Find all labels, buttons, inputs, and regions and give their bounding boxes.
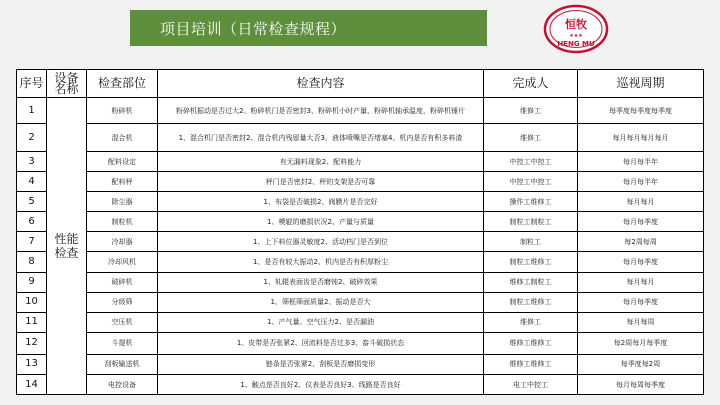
row-part: 除尘器 (87, 192, 158, 212)
row-person: 制粒工维修工 (484, 252, 578, 272)
row-person: 中控工中控工 (484, 172, 578, 192)
row-number: 2 (17, 124, 47, 152)
row-part: 分级筛 (87, 292, 158, 312)
row-person: 维修工 (484, 98, 578, 124)
header-cycle: 巡视周期 (578, 70, 704, 98)
row-part: 冷却器 (87, 232, 158, 252)
header-content: 检查内容 (158, 70, 484, 98)
row-part: 冷却风机 (87, 252, 158, 272)
row-content: 粉碎机振动是否过大2、粉碎机门是否密封3、粉碎机小时产量、粉碎机轴承温度，粉碎机锤片 (158, 98, 484, 124)
row-content: 1、筛框筛面质量2、振动是否大 (158, 292, 484, 312)
row-part: 配料秤 (87, 172, 158, 192)
row-person: 制粒工维修工 (484, 292, 578, 312)
table-row (17, 252, 704, 272)
table-header-row (17, 70, 704, 98)
row-number: 12 (17, 332, 47, 354)
row-cycle: 每月每月 (578, 192, 704, 212)
header-equipment: 设备名称 (47, 70, 87, 98)
logo-top-text: 恒牧 (565, 18, 587, 31)
row-part: 空压机 (87, 312, 158, 332)
table-row (17, 375, 704, 395)
row-content: 1、混合机门是否密封2、混合机内残留量大否3、液体喷嘴是否堵塞4、机内是否有积多料渣 (158, 124, 484, 152)
row-part: 斗提机 (87, 332, 158, 354)
table-row (17, 232, 704, 252)
row-cycle: 每月每月每月每月 (578, 124, 704, 152)
inspection-table-wrapper (16, 69, 703, 395)
logo-bottom-text: HENG MU (557, 40, 595, 48)
row-person: 维修工维修工 (484, 332, 578, 354)
row-person: 制粒工 (484, 232, 578, 252)
row-number: 9 (17, 272, 47, 292)
row-cycle: 每月每季度 (578, 292, 704, 312)
row-number: 8 (17, 252, 47, 272)
table-row (17, 272, 704, 292)
table-row (17, 332, 704, 354)
row-number: 11 (17, 312, 47, 332)
company-logo (543, 4, 609, 54)
row-number: 5 (17, 192, 47, 212)
row-number: 14 (17, 375, 47, 395)
row-number: 3 (17, 152, 47, 172)
row-cycle: 每季度每季度每季度 (578, 98, 704, 124)
row-content: 有无漏料现象2、配料能力 (158, 152, 484, 172)
header-no: 序号 (17, 70, 47, 98)
row-part: 制粒机 (87, 212, 158, 232)
row-cycle: 每月每月 (578, 272, 704, 292)
header-person: 完成人 (484, 70, 578, 98)
row-cycle: 每月每周每季度 (578, 375, 704, 395)
row-person: 电工中控工 (484, 375, 578, 395)
table-row (17, 312, 704, 332)
row-content: 1、触点是否良好2、仪表是否良好3、线路是否良好 (158, 375, 484, 395)
row-content: 链条是否张紧2、刮板是否磨损变形 (158, 354, 484, 374)
row-person: 操作工维修工 (484, 192, 578, 212)
row-cycle: 每月每季度 (578, 212, 704, 232)
row-part: 粉碎机 (87, 98, 158, 124)
row-content: 1、是否有较大振动2、机内是否有积厚粉尘 (158, 252, 484, 272)
row-cycle: 每月每季度 (578, 252, 704, 272)
row-part: 配料设定 (87, 152, 158, 172)
row-content: 1、布袋是否破损2、阀膜片是否完好 (158, 192, 484, 212)
row-number: 10 (17, 292, 47, 312)
title-bar (130, 10, 487, 46)
row-cycle: 每2周每周 (578, 232, 704, 252)
logo-emblem-icon (543, 4, 609, 54)
table-row (17, 152, 704, 172)
inspection-table (16, 69, 704, 395)
table-row (17, 354, 704, 374)
row-cycle: 每月每周 (578, 312, 704, 332)
row-content: 1、上下料位器灵敏度2、活动档门是否到位 (158, 232, 484, 252)
row-content: 1、皮带是否张紧2、回流料是否过多3、畚斗破损状态 (158, 332, 484, 354)
row-person: 中控工中控工 (484, 152, 578, 172)
row-number: 4 (17, 172, 47, 192)
row-person: 维修工 (484, 124, 578, 152)
table-row (17, 124, 704, 152)
row-cycle: 每月每半年 (578, 152, 704, 172)
row-number: 6 (17, 212, 47, 232)
header-part: 检查部位 (87, 70, 158, 98)
row-part: 电控设备 (87, 375, 158, 395)
row-number: 1 (17, 98, 47, 124)
row-number: 7 (17, 232, 47, 252)
row-person: 制粒工制粒工 (484, 212, 578, 232)
row-cycle: 每月每半年 (578, 172, 704, 192)
table-row (17, 172, 704, 192)
row-cycle: 每2周每月每季度 (578, 332, 704, 354)
row-person: 维修工制粒工 (484, 272, 578, 292)
table-row (17, 212, 704, 232)
table-row (17, 292, 704, 312)
table-row (17, 98, 704, 124)
row-cycle: 每季度每2周 (578, 354, 704, 374)
row-content: 秤门是否密封2、秤的支架是否可靠 (158, 172, 484, 192)
row-content: 1、产气量、空气压力2、是否漏油 (158, 312, 484, 332)
row-content: 1、轧辊表面齿是否磨钝2、破碎效果 (158, 272, 484, 292)
row-part: 破碎机 (87, 272, 158, 292)
logo-stars: ★★★ (569, 33, 583, 39)
category-cell: 性能检查 (47, 98, 87, 395)
row-person: 维修工 (484, 312, 578, 332)
row-part: 混合机 (87, 124, 158, 152)
row-content: 1、模辊的磨损状况2、产量与质量 (158, 212, 484, 232)
table-row (17, 192, 704, 212)
row-number: 13 (17, 354, 47, 374)
row-person: 维修工维修工 (484, 354, 578, 374)
row-part: 刮板输送机 (87, 354, 158, 374)
page-title: 项目培训（日常检查规程） (160, 19, 347, 38)
